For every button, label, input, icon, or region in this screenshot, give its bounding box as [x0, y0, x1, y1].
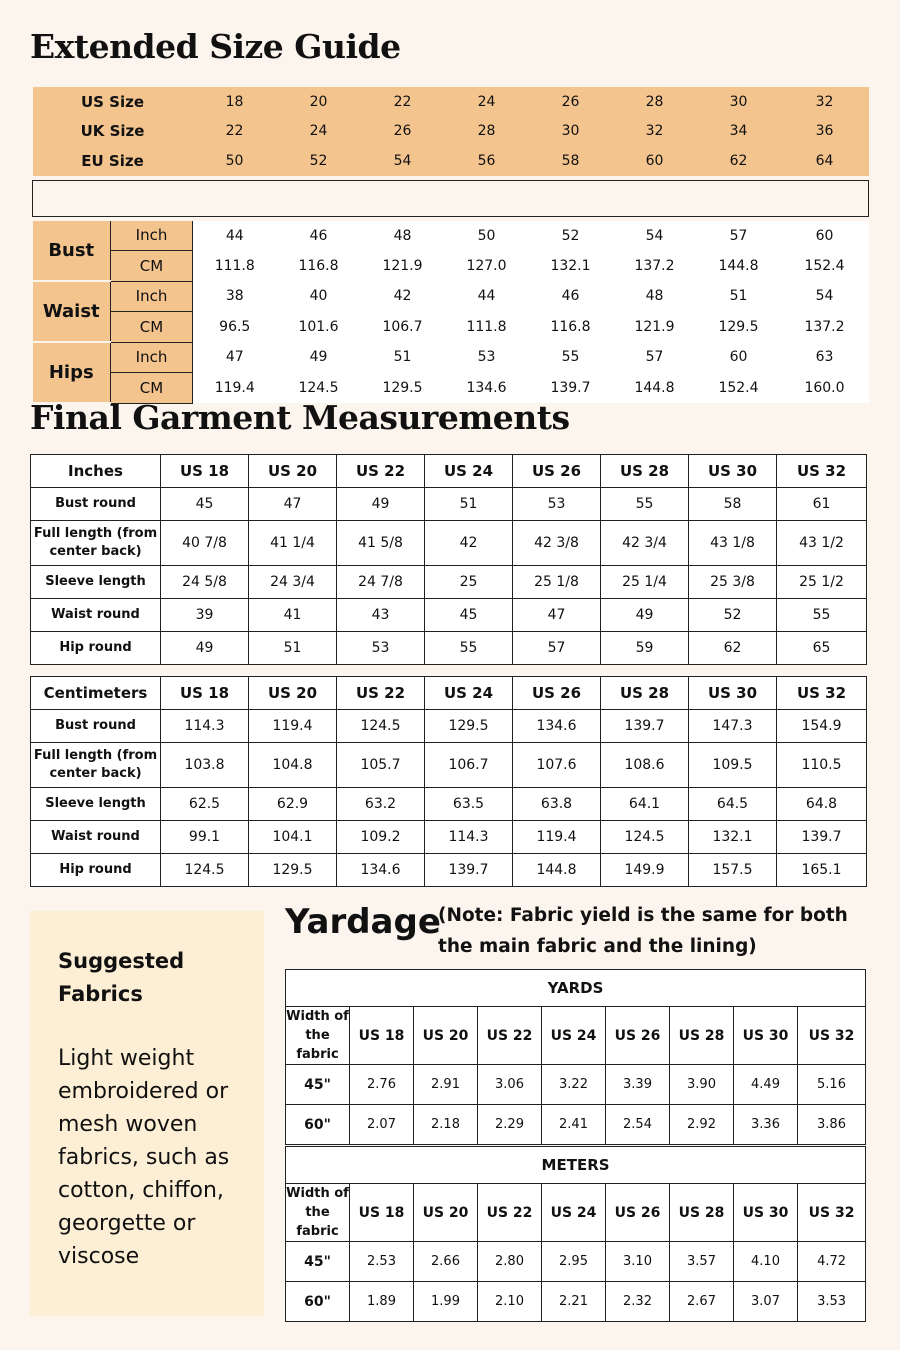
cell-value: 43 1/2	[777, 521, 867, 566]
cm-value: 137.2	[613, 251, 697, 282]
cell-value: 129.5	[249, 854, 337, 887]
cm-value: 121.9	[361, 251, 445, 282]
inch-value: 57	[613, 342, 697, 373]
cm-value: 134.6	[445, 373, 529, 404]
cell-value: 3.07	[734, 1282, 798, 1322]
cell-value: 165.1	[777, 854, 867, 887]
cell-value: 41 5/8	[337, 521, 425, 566]
size-header-row	[33, 146, 869, 176]
cell-value: 104.8	[249, 743, 337, 788]
size-header-row	[33, 117, 869, 147]
inch-value: 42	[361, 281, 445, 312]
measurement-inch-row	[33, 221, 869, 251]
cell-value: 24 7/8	[337, 566, 425, 599]
size-guide-table	[32, 87, 869, 404]
table-row	[31, 632, 867, 665]
corner-label: Centimeters	[31, 677, 161, 710]
cm-value: 119.4	[193, 373, 277, 404]
yardage-title: Yardage	[285, 902, 441, 942]
column-header: US 30	[689, 677, 777, 710]
inch-value: 40	[277, 281, 361, 312]
suggested-fabrics-text: Light weight embroidered or mesh woven fabrics, such as cotton, chiffon, georgette or viscose	[58, 1046, 230, 1269]
inch-value: 63	[781, 342, 869, 373]
column-header: US 22	[337, 677, 425, 710]
cell-value: 107.6	[513, 743, 601, 788]
cm-value: 121.9	[613, 312, 697, 343]
inch-value: 47	[193, 342, 277, 373]
cell-value: 154.9	[777, 710, 867, 743]
size-row-label: UK Size	[33, 117, 193, 147]
cm-value: 129.5	[361, 373, 445, 404]
cm-value: 106.7	[361, 312, 445, 343]
cell-value: 39	[161, 599, 249, 632]
table-caption: METERS	[286, 1147, 866, 1184]
table-row	[31, 710, 867, 743]
row-label: Waist round	[31, 821, 161, 854]
cm-value: 139.7	[529, 373, 613, 404]
cell-value: 2.95	[542, 1242, 606, 1282]
measurement-label: Waist	[33, 281, 111, 342]
table-row	[286, 1065, 866, 1105]
column-header: US 28	[670, 1184, 734, 1242]
cell-value: 105.7	[337, 743, 425, 788]
inch-value: 50	[445, 221, 529, 251]
inch-value: 51	[697, 281, 781, 312]
corner-label: Inches	[31, 455, 161, 488]
cell-value: 42 3/4	[601, 521, 689, 566]
row-label: Full length (from center back)	[31, 743, 161, 788]
blank-band-row	[33, 180, 869, 216]
column-header: US 30	[734, 1007, 798, 1065]
cell-value: 64.5	[689, 788, 777, 821]
column-header: US 26	[513, 677, 601, 710]
size-value: 18	[193, 87, 277, 117]
inch-value: 44	[445, 281, 529, 312]
measurement-label: Bust	[33, 221, 111, 282]
cell-value: 106.7	[425, 743, 513, 788]
cm-value: 124.5	[277, 373, 361, 404]
cell-value: 139.7	[601, 710, 689, 743]
size-row-label: US Size	[33, 87, 193, 117]
cell-value: 3.39	[606, 1065, 670, 1105]
measurement-inch-row	[33, 281, 869, 312]
suggested-fabrics-title: Suggested Fabrics	[58, 949, 185, 1006]
column-header: US 18	[161, 455, 249, 488]
inch-value: 53	[445, 342, 529, 373]
cell-value: 2.76	[350, 1065, 414, 1105]
unit-label: Inch	[111, 281, 193, 312]
cell-value: 2.54	[606, 1105, 670, 1145]
cell-value: 129.5	[425, 710, 513, 743]
row-label: Bust round	[31, 710, 161, 743]
size-row-label: EU Size	[33, 146, 193, 176]
cell-value: 2.10	[478, 1282, 542, 1322]
cell-value: 2.18	[414, 1105, 478, 1145]
cell-value: 119.4	[513, 821, 601, 854]
yardage-yards-table	[285, 969, 866, 1145]
row-label: 45"	[286, 1065, 350, 1105]
cell-value: 3.06	[478, 1065, 542, 1105]
cell-value: 25 3/8	[689, 566, 777, 599]
size-value: 26	[361, 117, 445, 147]
cell-value: 53	[337, 632, 425, 665]
size-value: 58	[529, 146, 613, 176]
table-row	[286, 1242, 866, 1282]
cm-value: 111.8	[445, 312, 529, 343]
cell-value: 51	[425, 488, 513, 521]
table-row	[31, 788, 867, 821]
cell-value: 24 3/4	[249, 566, 337, 599]
inch-value: 57	[697, 221, 781, 251]
column-header: US 18	[350, 1007, 414, 1065]
size-value: 32	[613, 117, 697, 147]
table-row	[31, 821, 867, 854]
cell-value: 49	[601, 599, 689, 632]
cell-value: 52	[689, 599, 777, 632]
column-header: US 20	[414, 1007, 478, 1065]
table-header-row	[31, 677, 867, 710]
cell-value: 4.49	[734, 1065, 798, 1105]
cell-value: 149.9	[601, 854, 689, 887]
garment-cm-table	[30, 676, 867, 887]
cell-value: 119.4	[249, 710, 337, 743]
cell-value: 59	[601, 632, 689, 665]
size-value: 30	[529, 117, 613, 147]
yardage-meters-table	[285, 1146, 866, 1322]
cell-value: 63.2	[337, 788, 425, 821]
inch-value: 38	[193, 281, 277, 312]
cell-value: 25 1/8	[513, 566, 601, 599]
cell-value: 2.21	[542, 1282, 606, 1322]
cell-value: 62	[689, 632, 777, 665]
cell-value: 114.3	[161, 710, 249, 743]
inch-value: 60	[697, 342, 781, 373]
cell-value: 1.89	[350, 1282, 414, 1322]
size-guide-title: Extended Size Guide	[30, 27, 401, 66]
row-label: 60"	[286, 1105, 350, 1145]
cm-value: 116.8	[529, 312, 613, 343]
size-value: 50	[193, 146, 277, 176]
cell-value: 40 7/8	[161, 521, 249, 566]
inch-value: 54	[781, 281, 869, 312]
size-value: 20	[277, 87, 361, 117]
column-header: US 20	[249, 677, 337, 710]
cell-value: 2.66	[414, 1242, 478, 1282]
row-label: 60"	[286, 1282, 350, 1322]
cell-value: 110.5	[777, 743, 867, 788]
cell-value: 3.90	[670, 1065, 734, 1105]
table-row	[31, 521, 867, 566]
cell-value: 108.6	[601, 743, 689, 788]
cell-value: 104.1	[249, 821, 337, 854]
cell-value: 43 1/8	[689, 521, 777, 566]
cell-value: 25 1/4	[601, 566, 689, 599]
size-value: 28	[445, 117, 529, 147]
size-value: 36	[781, 117, 869, 147]
inch-value: 46	[277, 221, 361, 251]
cell-value: 2.41	[542, 1105, 606, 1145]
size-value: 22	[361, 87, 445, 117]
inch-value: 48	[361, 221, 445, 251]
cell-value: 47	[249, 488, 337, 521]
cell-value: 63.5	[425, 788, 513, 821]
cell-value: 65	[777, 632, 867, 665]
cell-value: 3.10	[606, 1242, 670, 1282]
column-header: US 26	[513, 455, 601, 488]
cell-value: 2.67	[670, 1282, 734, 1322]
cell-value: 47	[513, 599, 601, 632]
size-value: 30	[697, 87, 781, 117]
row-label: Full length (from center back)	[31, 521, 161, 566]
size-value: 24	[277, 117, 361, 147]
table-row	[31, 599, 867, 632]
cm-value: 137.2	[781, 312, 869, 343]
table-row	[31, 743, 867, 788]
inch-value: 51	[361, 342, 445, 373]
table-row	[31, 488, 867, 521]
size-value: 56	[445, 146, 529, 176]
cell-value: 132.1	[689, 821, 777, 854]
cm-value: 111.8	[193, 251, 277, 282]
cell-value: 157.5	[689, 854, 777, 887]
garment-title: Final Garment Measurements	[30, 398, 570, 437]
cm-value: 127.0	[445, 251, 529, 282]
cm-value: 144.8	[613, 373, 697, 404]
cell-value: 3.36	[734, 1105, 798, 1145]
row-label: Sleeve length	[31, 788, 161, 821]
column-header: US 18	[350, 1184, 414, 1242]
size-value: 54	[361, 146, 445, 176]
cell-value: 124.5	[601, 821, 689, 854]
size-value: 26	[529, 87, 613, 117]
cell-value: 109.2	[337, 821, 425, 854]
size-header-row	[33, 87, 869, 117]
cell-value: 41 1/4	[249, 521, 337, 566]
column-header: US 22	[478, 1184, 542, 1242]
cell-value: 57	[513, 632, 601, 665]
inch-value: 49	[277, 342, 361, 373]
measurement-cm-row	[33, 312, 869, 343]
cell-value: 55	[777, 599, 867, 632]
inch-value: 60	[781, 221, 869, 251]
table-row	[286, 1105, 866, 1145]
table-header-row	[31, 455, 867, 488]
cell-value: 4.10	[734, 1242, 798, 1282]
cell-value: 45	[425, 599, 513, 632]
column-header: US 30	[734, 1184, 798, 1242]
column-header: US 28	[601, 455, 689, 488]
cm-value: 101.6	[277, 312, 361, 343]
cell-value: 49	[161, 632, 249, 665]
row-label: Waist round	[31, 599, 161, 632]
table-header-row	[286, 1184, 866, 1242]
cm-value: 152.4	[781, 251, 869, 282]
caption-row	[286, 970, 866, 1007]
cell-value: 42	[425, 521, 513, 566]
column-header: US 24	[425, 677, 513, 710]
inch-value: 54	[613, 221, 697, 251]
cell-value: 64.1	[601, 788, 689, 821]
table-caption: YARDS	[286, 970, 866, 1007]
cell-value: 25 1/2	[777, 566, 867, 599]
cell-value: 61	[777, 488, 867, 521]
table-row	[286, 1282, 866, 1322]
cell-value: 3.53	[798, 1282, 866, 1322]
row-label: Sleeve length	[31, 566, 161, 599]
cell-value: 41	[249, 599, 337, 632]
cell-value: 55	[601, 488, 689, 521]
size-value: 60	[613, 146, 697, 176]
measurement-cm-row	[33, 251, 869, 282]
column-header: US 22	[337, 455, 425, 488]
measurement-inch-row	[33, 342, 869, 373]
cell-value: 45	[161, 488, 249, 521]
cell-value: 3.22	[542, 1065, 606, 1105]
column-header: US 24	[542, 1007, 606, 1065]
cell-value: 43	[337, 599, 425, 632]
cell-value: 2.53	[350, 1242, 414, 1282]
cell-value: 134.6	[337, 854, 425, 887]
yardage-note: (Note: Fabric yield is the same for both the main fabric and the lining)	[438, 905, 848, 957]
cell-value: 2.91	[414, 1065, 478, 1105]
cell-value: 55	[425, 632, 513, 665]
cell-value: 109.5	[689, 743, 777, 788]
cm-value: 129.5	[697, 312, 781, 343]
column-header: US 32	[798, 1007, 866, 1065]
caption-row	[286, 1147, 866, 1184]
table-row	[31, 566, 867, 599]
cell-value: 2.07	[350, 1105, 414, 1145]
size-value: 32	[781, 87, 869, 117]
unit-label: CM	[111, 373, 193, 404]
cell-value: 2.92	[670, 1105, 734, 1145]
column-header: US 24	[425, 455, 513, 488]
size-value: 34	[697, 117, 781, 147]
column-header: US 26	[606, 1184, 670, 1242]
cell-value: 2.29	[478, 1105, 542, 1145]
column-header: US 22	[478, 1007, 542, 1065]
table-header-row	[286, 1007, 866, 1065]
unit-label: CM	[111, 312, 193, 343]
corner-label: Width of the fabric	[286, 1007, 350, 1065]
cell-value: 139.7	[425, 854, 513, 887]
cell-value: 124.5	[161, 854, 249, 887]
cm-value: 152.4	[697, 373, 781, 404]
column-header: US 18	[161, 677, 249, 710]
inch-value: 46	[529, 281, 613, 312]
cm-value: 96.5	[193, 312, 277, 343]
size-value: 28	[613, 87, 697, 117]
cell-value: 4.72	[798, 1242, 866, 1282]
cell-value: 62.5	[161, 788, 249, 821]
cell-value: 63.8	[513, 788, 601, 821]
cell-value: 58	[689, 488, 777, 521]
cell-value: 24 5/8	[161, 566, 249, 599]
size-value: 64	[781, 146, 869, 176]
size-value: 52	[277, 146, 361, 176]
cell-value: 124.5	[337, 710, 425, 743]
column-header: US 32	[777, 677, 867, 710]
cm-value: 116.8	[277, 251, 361, 282]
cell-value: 49	[337, 488, 425, 521]
cell-value: 3.86	[798, 1105, 866, 1145]
cell-value: 103.8	[161, 743, 249, 788]
inch-value: 48	[613, 281, 697, 312]
cm-value: 132.1	[529, 251, 613, 282]
inch-value: 44	[193, 221, 277, 251]
unit-label: CM	[111, 251, 193, 282]
row-label: Hip round	[31, 854, 161, 887]
unit-label: Inch	[111, 221, 193, 251]
column-header: US 28	[601, 677, 689, 710]
cell-value: 62.9	[249, 788, 337, 821]
inch-value: 55	[529, 342, 613, 373]
column-header: US 20	[249, 455, 337, 488]
cell-value: 5.16	[798, 1065, 866, 1105]
cell-value: 64.8	[777, 788, 867, 821]
cell-value: 147.3	[689, 710, 777, 743]
column-header: US 20	[414, 1184, 478, 1242]
cell-value: 53	[513, 488, 601, 521]
cell-value: 144.8	[513, 854, 601, 887]
cell-value: 2.80	[478, 1242, 542, 1282]
cell-value: 114.3	[425, 821, 513, 854]
row-label: Bust round	[31, 488, 161, 521]
cm-value: 160.0	[781, 373, 869, 404]
cell-value: 25	[425, 566, 513, 599]
cell-value: 134.6	[513, 710, 601, 743]
cell-value: 3.57	[670, 1242, 734, 1282]
column-header: US 26	[606, 1007, 670, 1065]
column-header: US 24	[542, 1184, 606, 1242]
garment-inches-table	[30, 454, 867, 665]
size-value: 62	[697, 146, 781, 176]
measurement-label: Hips	[33, 342, 111, 403]
row-label: 45"	[286, 1242, 350, 1282]
unit-label: Inch	[111, 342, 193, 373]
column-header: US 32	[777, 455, 867, 488]
cell-value: 2.32	[606, 1282, 670, 1322]
cell-value: 99.1	[161, 821, 249, 854]
column-header: US 32	[798, 1184, 866, 1242]
column-header: US 28	[670, 1007, 734, 1065]
cell-value: 1.99	[414, 1282, 478, 1322]
cell-value: 139.7	[777, 821, 867, 854]
size-value: 24	[445, 87, 529, 117]
inch-value: 52	[529, 221, 613, 251]
table-row	[31, 854, 867, 887]
blank-band	[33, 180, 869, 216]
row-label: Hip round	[31, 632, 161, 665]
cell-value: 42 3/8	[513, 521, 601, 566]
cm-value: 144.8	[697, 251, 781, 282]
corner-label: Width of the fabric	[286, 1184, 350, 1242]
cell-value: 51	[249, 632, 337, 665]
column-header: US 30	[689, 455, 777, 488]
size-value: 22	[193, 117, 277, 147]
